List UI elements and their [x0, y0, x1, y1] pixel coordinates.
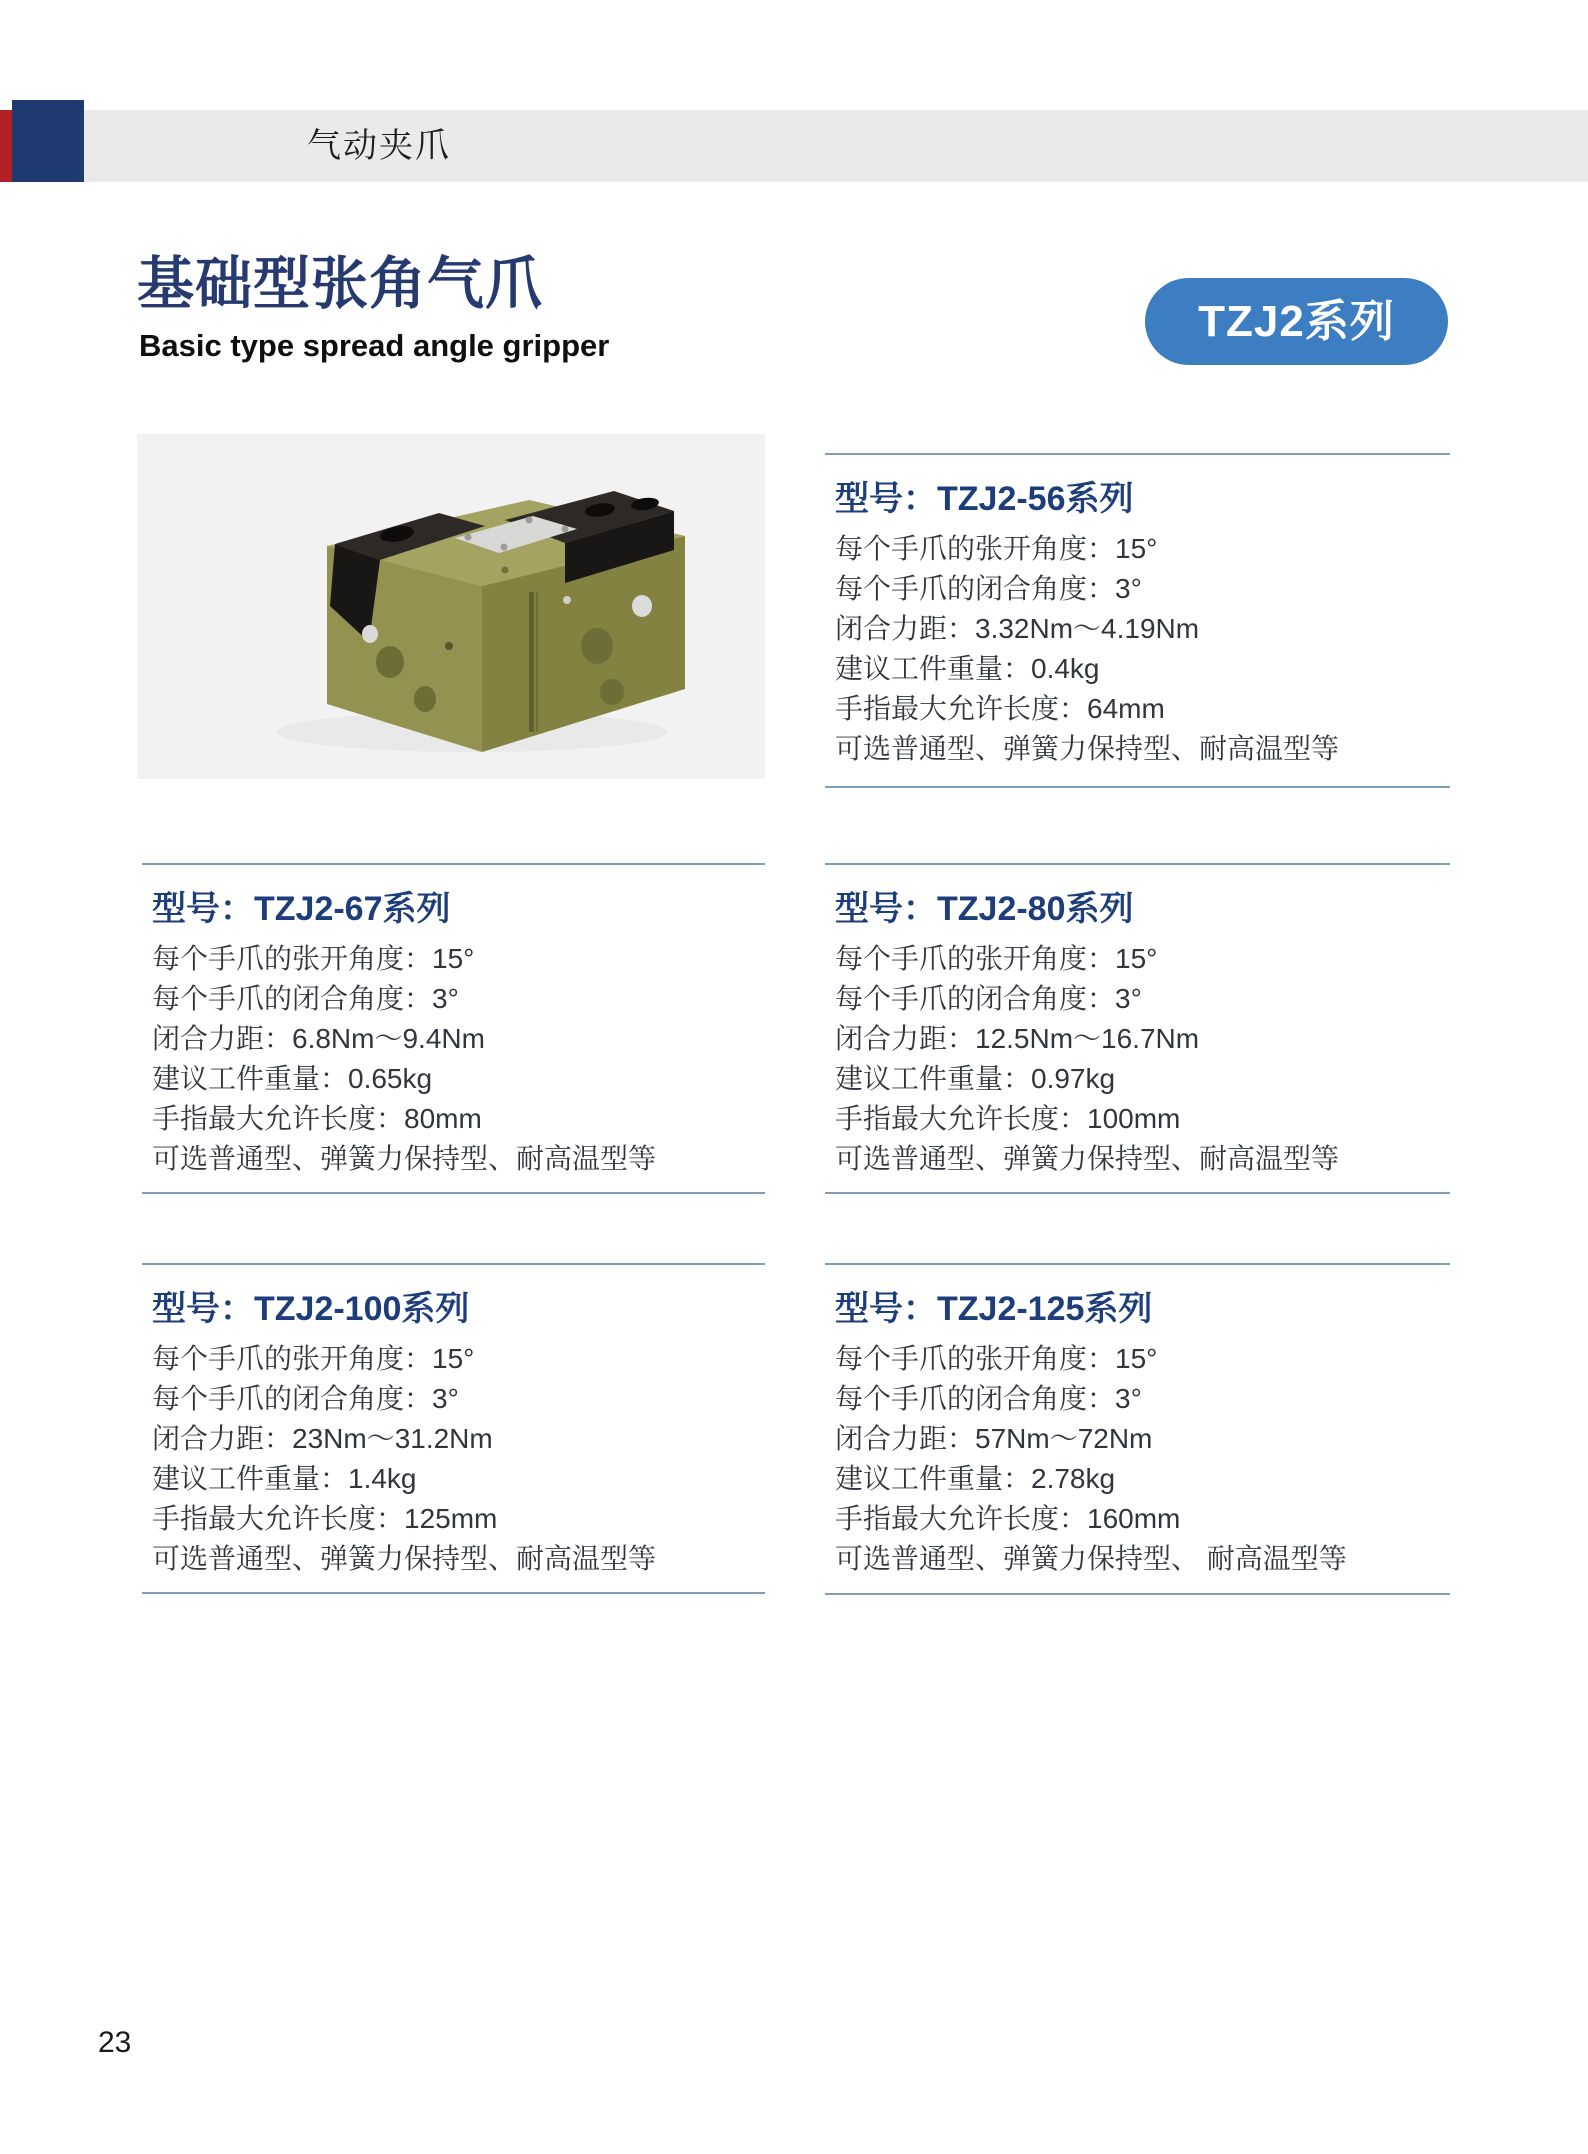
spec-finger-length: 手指最大允许长度：64mm: [835, 693, 1165, 724]
spec-options: 可选普通型、弹簧力保持型、耐高温型等: [152, 1543, 657, 1574]
spec-work-weight: 建议工件重量：2.78kg: [835, 1463, 1116, 1494]
spec-open-angle: 每个手爪的张开角度：15°: [152, 943, 475, 974]
spec-close-angle: 每个手爪的闭合角度：3°: [835, 573, 1142, 604]
spec-block-tzj2-80: [825, 863, 1450, 1194]
spec-close-torque: 闭合力距：23Nm～31.2Nm: [152, 1423, 493, 1454]
model-title: 型号：TZJ2-56系列: [835, 480, 1134, 518]
model-title: 型号：TZJ2-100系列: [152, 1290, 470, 1328]
spec-close-torque: 闭合力距：57Nm～72Nm: [835, 1423, 1153, 1454]
spec-block-tzj2-100: [142, 1263, 765, 1594]
spec-close-angle: 每个手爪的闭合角度：3°: [835, 983, 1142, 1014]
navy-accent-block: [12, 100, 84, 182]
spec-close-angle: 每个手爪的闭合角度：3°: [152, 1383, 459, 1414]
spec-close-torque: 闭合力距：6.8Nm～9.4Nm: [152, 1023, 485, 1054]
spec-options: 可选普通型、弹簧力保持型、 耐高温型等: [835, 1543, 1347, 1574]
spec-work-weight: 建议工件重量：0.4kg: [835, 653, 1100, 684]
spec-work-weight: 建议工件重量：0.97kg: [835, 1063, 1116, 1094]
model-title: 型号：TZJ2-67系列: [152, 890, 451, 928]
spec-block-tzj2-67: [142, 863, 765, 1194]
spec-options: 可选普通型、弹簧力保持型、耐高温型等: [152, 1143, 657, 1174]
red-accent-strip: [0, 110, 12, 182]
spec-close-angle: 每个手爪的闭合角度：3°: [835, 1383, 1142, 1414]
spec-finger-length: 手指最大允许长度：80mm: [152, 1103, 482, 1134]
model-title: 型号：TZJ2-125系列: [835, 1290, 1153, 1328]
page-number: 23: [98, 2026, 132, 2059]
spec-finger-length: 手指最大允许长度：125mm: [152, 1503, 498, 1534]
spec-options: 可选普通型、弹簧力保持型、耐高温型等: [835, 733, 1340, 764]
spec-open-angle: 每个手爪的张开角度：15°: [152, 1343, 475, 1374]
spec-block-tzj2-56: [825, 453, 1450, 788]
spec-work-weight: 建议工件重量：0.65kg: [152, 1063, 433, 1094]
spec-block-tzj2-125: [825, 1263, 1450, 1595]
spec-close-torque: 闭合力距：12.5Nm～16.7Nm: [835, 1023, 1200, 1054]
page-subtitle: Basic type spread angle gripper: [139, 328, 610, 363]
spec-open-angle: 每个手爪的张开角度：15°: [835, 533, 1158, 564]
gripper-illustration: [137, 434, 765, 779]
spec-close-angle: 每个手爪的闭合角度：3°: [152, 983, 459, 1014]
header-category-label: 气动夹爪: [307, 127, 451, 165]
spec-finger-length: 手指最大允许长度：100mm: [835, 1103, 1181, 1134]
header-bar: [0, 110, 1588, 182]
series-badge: TZJ2系列: [1145, 278, 1448, 365]
spec-work-weight: 建议工件重量：1.4kg: [152, 1463, 417, 1494]
product-image: [137, 434, 765, 779]
spec-open-angle: 每个手爪的张开角度：15°: [835, 1343, 1158, 1374]
spec-finger-length: 手指最大允许长度：160mm: [835, 1503, 1181, 1534]
spec-options: 可选普通型、弹簧力保持型、耐高温型等: [835, 1143, 1340, 1174]
page-title: 基础型张角气爪: [137, 252, 543, 316]
spec-open-angle: 每个手爪的张开角度：15°: [835, 943, 1158, 974]
model-title: 型号：TZJ2-80系列: [835, 890, 1134, 928]
spec-close-torque: 闭合力距：3.32Nm～4.19Nm: [835, 613, 1200, 644]
